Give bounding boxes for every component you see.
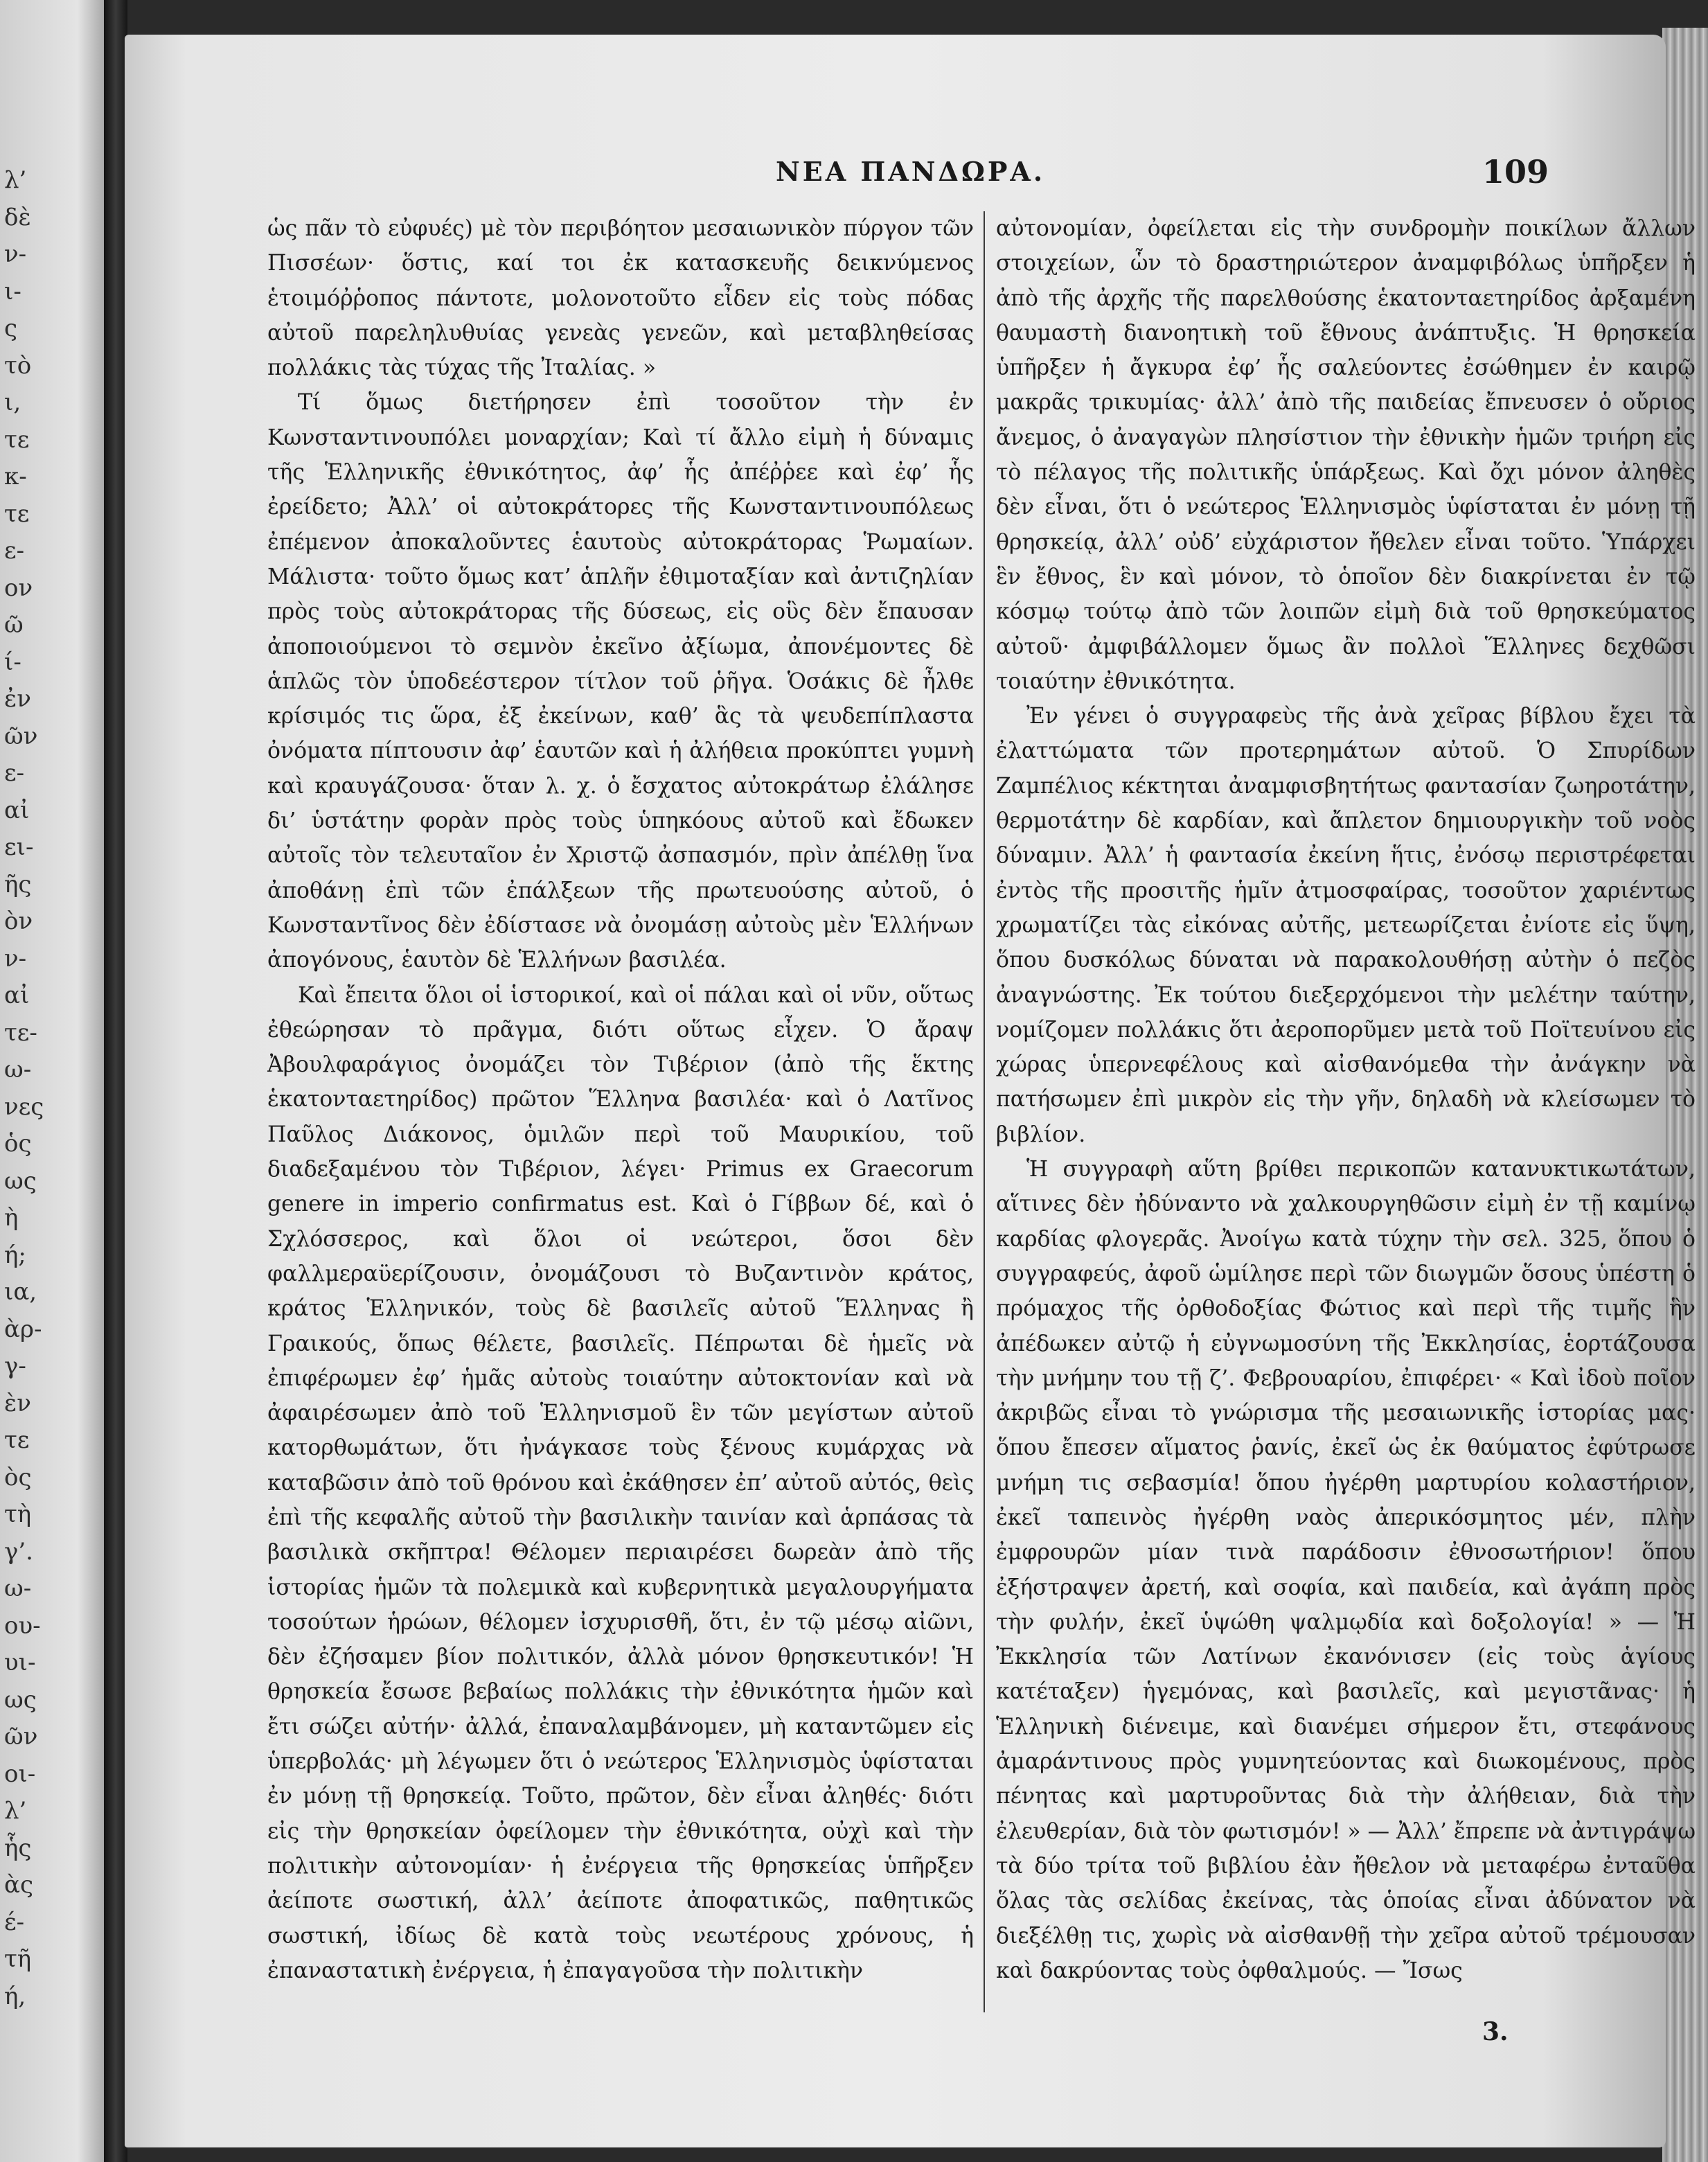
margin-fragment: ὸς	[4, 1463, 32, 1491]
margin-fragment: τε	[4, 1426, 30, 1454]
margin-fragment: ἐν	[4, 685, 31, 713]
margin-fragment: ή;	[4, 1241, 26, 1269]
facing-page-fragment	[0, 0, 111, 2162]
margin-fragment: γ’.	[4, 1537, 33, 1566]
margin-fragment: τε	[4, 425, 30, 454]
margin-fragment: έ-	[4, 1908, 25, 1936]
margin-fragment: ὰρ-	[4, 1315, 42, 1343]
margin-fragment: ου-	[4, 1611, 41, 1640]
margin-fragment: αἰ	[4, 982, 30, 1009]
paragraph: αὐτονομίαν, ὀφείλεται εἰς τὴν συνδρομὴν ποικίλων ἄλλων στοιχείων, ὧν τὸ δραστηριώτερον ἀναμφιβόλως ὑπῆρξεν ἡ ἀπὸ τῆς ἀρχῆς τῆς παρελθούσης ἑκατονταετηρίδος ἀρξαμένη θαυμαστὴ διανοητικὴ τοῦ ἔθνους ἀνάπτυξις. Ἡ θρησκεία ὑπῆρξεν ἡ ἄγκυρα ἐφ’ ἧς σαλεύοντες ἐσώθημεν ἐν καιρῷ μακρᾶς τρικυμίας· ἀλλ’ ἀπὸ τῆς παιδείας ἔπνευσεν ὁ οὔριος ἄνεμος, ὁ ἀναγαγὼν πλησίστιον τὴν ἐθνικὴν ἡμῶν τριήρη εἰς τὸ πέλαγος τῆς πολιτικῆς ὑπάρξεως. Καὶ ὄχι μόνον ἀληθὲς δὲν εἶναι, ὅτι ὁ νεώτερος Ἑλληνισμὸς ὑφίσταται ἐν μόνῃ τῇ θρησκείᾳ, ἀλλ’ οὐδ’ εὐχάριστον ἤθελεν εἶναι τοῦτο. Ὑπάρχει ἓν ἔθνος, ἓν καὶ μόνον, τὸ ὁποῖον δὲν διακρίνεται ἐν τῷ κόσμῳ τούτῳ ἀπὸ τῶν λοιπῶν εἰμὴ διὰ τοῦ θρησκεύματος αὐτοῦ· ἀμφιβάλλομεν ὅμως ἂν πολλοὶ Ἕλληνες δεχθῶσι τοιαύτην ἐθνικότητα.	[996, 216, 1696, 694]
book-page	[125, 35, 1696, 2147]
margin-fragment: δὲ	[4, 203, 31, 231]
margin-fragment: ον	[4, 574, 33, 602]
margin-fragment: ια,	[4, 1278, 37, 1306]
page-number: 109	[1482, 153, 1549, 190]
margin-fragment: ι,	[4, 389, 21, 416]
paragraph: Τί ὅμως διετήρησεν ἐπὶ τοσοῦτον τὴν ἐν Κωνσταντινουπόλει μοναρχίαν; Καὶ τί ἄλλο εἰμὴ ἡ δύναμις τῆς Ἑλληνικῆς ἐθνικότητος, ἀφ’ ἧς ἀπέῤῥεε καὶ ἐφ’ ἧς ἐρείδετο; Ἀλλ’ οἱ αὐτοκράτορες τῆς Κωνσταντινουπόλεως ἐπέμενον ἀποκαλοῦντες ἑαυτοὺς αὐτοκράτορας Ῥωμαίων. Μάλιστα· τοῦτο ὅμως κατ’ ἁπλῆν ἐθιμοταξίαν καὶ ἀντιζηλίαν πρὸς τοὺς αὐτοκράτορας τῆς δύσεως, εἰς οὓς δὲν ἔπαυσαν ἀποποιούμενοι τὸ σεμνὸν ἐκεῖνο ἀξίωμα, ἀπονέμοντες δὲ ἁπλῶς τὸν ὑποδεέστερον τίτλον τοῦ ῥῆγα. Ὁσάκις δὲ ἦλθε κρίσιμός τις ὥρα, ἐξ ἐκείνων, καθ’ ἃς τὰ ψευδεπίπλαστα ὀνόματα πίπτουσιν ἀφ’ ἑαυτῶν καὶ ἡ ἀλήθεια προκύπτει γυμνὴ καὶ κραυγάζουσα· ὅταν λ. χ. ὁ ἔσχατος αὐτοκράτωρ ἐλάλησε δι’ ὑστάτην φορὰν πρὸς τοὺς ὑπηκόους αὐτοῦ καὶ ἔδωκεν αὐτοῖς τὸν τελευταῖον ἐν Χριστῷ ἀσπασμόν, πρὶν ἀπέλθῃ ἵνα ἀποθάνῃ ἐπὶ τῶν ἐπάλξεων τῆς πρωτευούσης αὐτοῦ, ὁ Κωνσταντῖνος δὲν ἐδίστασε νὰ ὀνομάσῃ αὐτοὺς μὲν Ἑλλήνων ἀπογόνους, ἑαυτὸν δὲ Ἑλλήνων βασιλέα.	[267, 390, 974, 973]
margin-fragment: ι-	[4, 277, 21, 305]
paragraph: Καὶ ἔπειτα ὅλοι οἱ ἱστορικοί, καὶ οἱ πάλαι καὶ οἱ νῦν, οὕτως ἐθεώρησαν τὸ πρᾶγμα, διότι οὕτως εἶχεν. Ὁ ἄραψ Ἀβουλφαράγιος ὀνομάζει τὸν Τιβέριον (ἀπὸ τῆς ἕκτης ἑκατονταετηρίδος) πρῶτον Ἕλληνα βασιλέα· καὶ ὁ Λατῖνος Παῦλος Διάκονος, ὁμιλῶν περὶ τοῦ Μαυρικίου, τοῦ διαδεξαμένου τὸν Τιβέριον, λέγει· Primus ex Graecorum genere in imperio confirmatus est. Καὶ ὁ Γίββων δέ, καὶ ὁ Σχλόσσερος, καὶ ὅλοι οἱ νεώτεροι, ὅσοι δὲν φαλλμεραϋερίζουσιν, ὀνομάζουσι τὸ Βυζαντινὸν κράτος, κράτος Ἑλληνικόν, τοὺς δὲ βασιλεῖς αὐτοῦ Ἕλληνας ἢ Γραικούς, ὅπως θέλετε, βασιλεῖς. Πέπρωται δὲ ἡμεῖς νὰ ἐπιφέρωμεν ἐφ’ ἡμᾶς αὐτοὺς τοιαύτην αὐτοκτονίαν καὶ νὰ ἀφαιρέσωμεν ἀπὸ τοῦ Ἑλληνισμοῦ ἓν τῶν μεγίστων αὐτοῦ κατορθωμάτων, ὅτι ἠνάγκασε τοὺς ξένους κυμάρχας νὰ καταβῶσιν ἀπὸ τοῦ θρόνου καὶ ἐκάθησεν ἐπ’ αὐτοῦ αὐτός, θεὶς ἐπὶ τῆς κεφαλῆς αὐτοῦ τὴν βασιλικὴν ταινίαν καὶ ἁρπάσας τὰ βασιλικὰ σκῆπτρα! Θέλομεν περιαιρέσει δωρεὰν ἀπὸ τῆς ἱστορίας ἡμῶν τὰ πολεμικὰ καὶ κυβερνητικὰ μεγαλουργήματα τοσούτων ἡρώων, θέλομεν ἰσχυρισθῆ, ὅτι, ἐν τῷ μέσῳ αἰῶνι, δὲν ἐζήσαμεν βίον πολιτικόν, ἀλλὰ μόνον θρησκευτικόν! Ἡ θρησκεία ἔσωσε βεβαίως πολλάκις τὴν ἐθνικότητα ἡμῶν καὶ ἔτι σώζει αὐτήν· ἀλλά, ἐπαναλαμβάνομεν, μὴ καταντῶμεν εἰς ὑπερβολάς· μὴ λέγωμεν ὅτι ὁ νεώτερος Ἑλληνισμὸς ὑφίσταται ἐν μόνῃ τῇ θρησκείᾳ. Τοῦτο, πρῶτον, δὲν εἶναι ἀληθές· διότι εἰς τὴν θρησκείαν ὀφείλομεν τὴν ἐθνικότητα, οὐχὶ καὶ τὴν πολιτικὴν αὐτονομίαν· ἡ ἐνέργεια τῆς θρησκείας ὑπῆρξεν ἀείποτε σωστική, ἀλλ’ ἀείποτε ἀποφατικῶς, παθητικῶς σωστική, ἰδίως δὲ κατὰ τοὺς νεωτέρους χρόνους, ἡ ἐπαναστατικὴ ἐνέργεια, ἡ ἐπαγαγοῦσα τὴν πολιτικὴν	[267, 982, 974, 1983]
column-divider	[984, 211, 985, 2012]
margin-fragment: αἰ	[4, 796, 30, 824]
margin-fragment: ῆς	[4, 870, 32, 898]
margin-fragment: ω-	[4, 1056, 32, 1083]
book-gutter	[104, 0, 127, 2162]
margin-fragment: ὁς	[4, 1130, 32, 1158]
margin-fragment: τε-	[4, 1018, 37, 1047]
margin-fragment: ῶν	[4, 722, 38, 750]
paragraph: Ἐν γένει ὁ συγγραφεὺς τῆς ἀνὰ χεῖρας βίβλου ἔχει τὰ ἐλαττώματα τῶν προτερημάτων αὐτοῦ. Ὁ Σπυρίδων Ζαμπέλιος κέκτηται ἀναμφισβητήτως φαντασίαν ζωηροτάτην, θερμοτάτην δὲ καρδίαν, καὶ ἄπλετον δημιουργικὴν τοῦ νοὸς δύναμιν. Ἀλλ’ ἡ φαντασία ἐκείνη ἥτις, ἐνόσῳ περιστρέφεται ἐντὸς τῆς προσιτῆς ἡμῖν ἀτμοσφαίρας, τοσοῦτον χαριέντως χρωματίζει τὰς εἰκόνας αὐτῆς, μετεωρίζεται ἐνίοτε εἰς ὕψη, ὅπου δυσκόλως δύναται νὰ παρακολουθήσῃ αὐτὴν ὁ πεζὸς ἀναγνώστης. Ἐκ τούτου διεξερχόμενοι τὴν μελέτην ταύτην, νομίζομεν πολλάκις ὅτι ἀεροπορῦμεν μετὰ τοῦ Ποϊτευίνου εἰς χώρας ὑπερνεφέλους καὶ αἰσθανόμεθα τὴν ἀνάγκην νὰ πατήσωμεν ἐπὶ μικρὸν εἰς τὴν γῆν, δηλαδὴ νὰ κλείσωμεν τὸ βιβλίον.	[996, 704, 1696, 1147]
margin-fragment: γ-	[4, 1352, 26, 1380]
margin-fragment: τε	[4, 499, 30, 528]
margin-fragment: ῶν	[4, 1723, 38, 1751]
margin-fragment: οι-	[4, 1760, 36, 1788]
margin-fragment: ί-	[4, 648, 21, 676]
margin-fragment: ὲν	[4, 1389, 31, 1417]
running-title: ΝΕΑ ΠΑΝΔΩΡΑ.	[776, 156, 1046, 187]
signature-mark: 3.	[1482, 2017, 1509, 2046]
margin-fragment: ὴ	[4, 1204, 19, 1232]
margin-fragment: λ’	[4, 166, 27, 194]
margin-fragment: τὸ	[4, 351, 32, 380]
margin-fragment: ς	[4, 314, 18, 342]
margin-fragment: ν-	[4, 944, 27, 973]
margin-fragment: λ’	[4, 1797, 27, 1825]
margin-fragment: κ-	[4, 463, 27, 490]
margin-fragment: νες	[4, 1092, 44, 1121]
margin-fragment: ή,	[4, 1982, 26, 2010]
margin-fragment: ως	[4, 1685, 37, 1714]
paragraph: ὡς πᾶν τὸ εὐφυές) μὲ τὸν περιβόητον μεσαιωνικὸν πύργον τῶν Πισσέων· ὅστις, καί τοι ἐκ κατασκευῆς δεικνύμενος ἑτοιμόῤῥοπος πάντοτε, μολονοτοῦτο εἶδεν εἰς τοὺς πόδας αὐτοῦ παρεληλυθυίας γενεὰς γενεῶν, καὶ μεταβληθείσας πολλάκις τὰς τύχας τῆς Ἰταλίας. »	[267, 216, 974, 381]
margin-fragment: ε-	[4, 759, 25, 787]
margin-fragment: ὸν	[4, 907, 33, 935]
left-column	[267, 211, 974, 1985]
margin-fragment: ῶ	[4, 611, 24, 639]
paragraph: Ἡ συγγραφὴ αὕτη βρίθει περικοπῶν κατανυκτικωτάτων, αἵτινες δὲν ἠδύναντο νὰ χαλκουργηθῶσιν εἰμὴ ἐν τῇ καμίνῳ καρδίας φλογερᾶς. Ἀνοίγω κατὰ τύχην τὴν σελ. 325, ὅπου ὁ συγγραφεύς, ἀφοῦ ὡμίλησε περὶ τῶν διωγμῶν ὅσους ὑπέστη ὁ πρόμαχος τῆς ὀρθοδοξίας Φώτιος καὶ περὶ τῆς τιμῆς ἣν ἀπέδωκεν αὐτῷ ἡ εὐγνωμοσύνη τῆς Ἐκκλησίας, ἑορτάζουσα τὴν μνήμην του τῇ ζ’. Φεβρουαρίου, ἐπιφέρει· « Καὶ ἰδοὺ ποῖον ἀκριβῶς εἶναι τὸ γνώρισμα τῆς μεσαιωνικῆς ἱστορίας μας· ὅπου ἔπεσεν αἵματος ῥανίς, ἐκεῖ ὡς ἐκ θαύματος ἐφύτρωσε μνήμη τις σεβασμία! ὅπου ἠγέρθη μαρτυρίου κολαστήριον, ἐκεῖ ταπεινὸς ἠγέρθη ναὸς ἀπερικόσμητος μέν, πλὴν ἐμφρουρῶν μίαν τινὰ παράδοσιν ἐθνοσωτήριον! ὅπου ἐξήστραψεν ἀρετή, καὶ σοφία, καὶ παιδεία, καὶ ἀγάπη πρὸς τὴν φυλήν, ἐκεῖ ὑψώθη ψαλμῳδία καὶ δοξολογία! » — Ἡ Ἐκκλησία τῶν Λατίνων ἐκανόνισεν (εἰς τοὺς ἁγίους κατέταξεν) ἡγεμόνας, καὶ βασιλεῖς, καὶ μεγιστᾶνας· ἡ Ἑλληνικὴ διένειμε, καὶ διανέμει σήμερον ἔτι, στεφάνους ἀμαράντινους πρὸς γυμνητεύοντας καὶ διωκομένους, πρὸς πένητας καὶ μαρτυροῦντας διὰ τὴν ἀλήθειαν, διὰ τὴν ἐλευθερίαν, διὰ τὸν φωτισμόν! » — Ἀλλ’ ἔπρεπε νὰ ἀντιγράψω τὰ δύο τρίτα τοῦ βιβλίου ἐὰν ἤθελον νὰ μεταφέρω ἐνταῦθα ὅλας τὰς σελίδας ἐκείνας, τὰς ὁποίας εἶναι ἀδύνατον νὰ διεξέλθῃ τις, χωρὶς νὰ αἰσθανθῇ τὴν χεῖρα αὐτοῦ τρέμουσαν καὶ δακρύοντας τοὺς ὀφθαλμούς. — Ἴσως	[996, 1157, 1696, 1983]
margin-fragment: τὴ	[4, 1500, 32, 1528]
margin-fragment: ως	[4, 1167, 37, 1195]
margin-fragment: ω-	[4, 1575, 32, 1602]
margin-fragment: τῆ	[4, 1945, 32, 1973]
margin-fragment: ε-	[4, 537, 25, 565]
page-header	[125, 153, 1666, 197]
margin-fragment: ει-	[4, 833, 34, 861]
margin-fragment: υι-	[4, 1649, 36, 1676]
margin-fragment: ἧς	[4, 1834, 32, 1862]
right-column	[996, 211, 1696, 1985]
margin-fragment: ὰς	[4, 1871, 34, 1899]
margin-fragment: ν-	[4, 240, 27, 268]
